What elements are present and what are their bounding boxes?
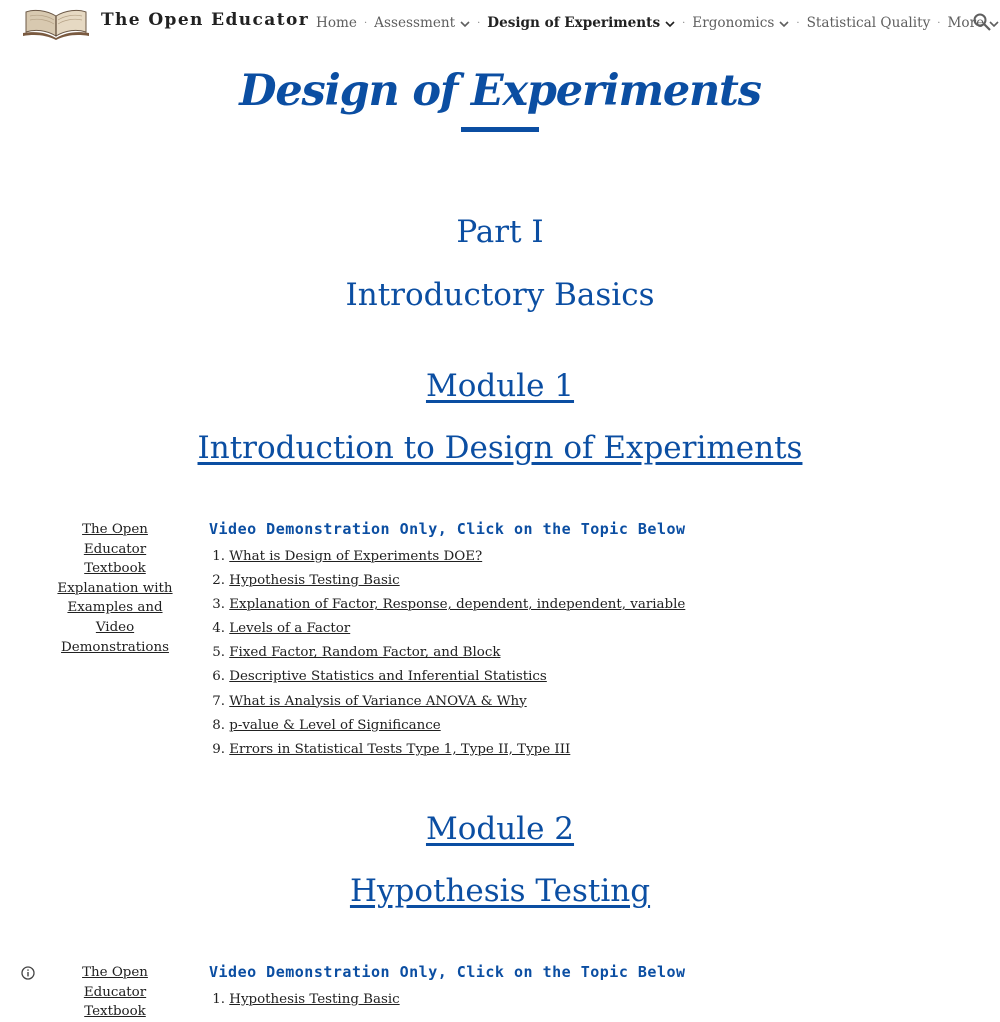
- module-2-title-link[interactable]: Hypothesis Testing: [349, 873, 651, 909]
- module-2-label-link[interactable]: Module 2: [425, 811, 575, 847]
- topic-link[interactable]: What is Analysis of Variance ANOVA & Why: [229, 693, 527, 709]
- nav-item-label: Ergonomics: [692, 15, 775, 31]
- info-icon[interactable]: [21, 966, 35, 980]
- list-item: 6. Descriptive Statistics and Inferential Statistics: [212, 669, 547, 685]
- open-book-icon[interactable]: [22, 4, 90, 40]
- part-title: Introductory Basics: [345, 277, 655, 313]
- top-nav: [316, 12, 985, 34]
- topic-link[interactable]: Fixed Factor, Random Factor, and Block: [229, 645, 501, 661]
- topic-link[interactable]: Descriptive Statistics and Inferential Statistics: [229, 669, 547, 685]
- list-item: 4. Levels of a Factor: [212, 621, 351, 637]
- nav-item-label: Home: [316, 15, 357, 31]
- list-item: 9. Errors in Statistical Tests Type 1, Type II, Type III: [212, 741, 571, 757]
- topic-link[interactable]: Hypothesis Testing Basic: [229, 992, 400, 1007]
- list-item: 2. Hypothesis Testing Basic: [212, 573, 400, 589]
- nav-item-label: More: [947, 15, 985, 31]
- list-item: 7. What is Analysis of Variance ANOVA & Why: [212, 693, 527, 709]
- nav-item-home[interactable]: [316, 15, 357, 31]
- nav-separator: ·: [796, 17, 800, 29]
- topic-link[interactable]: Explanation of Factor, Response, dependent, independent, variable: [229, 597, 686, 613]
- topic-link[interactable]: Levels of a Factor: [229, 621, 351, 637]
- textbook-link[interactable]: The Open Educator Textbook: [82, 965, 148, 1020]
- topic-link[interactable]: What is Design of Experiments DOE?: [229, 549, 483, 564]
- title-underline: [461, 127, 539, 132]
- nav-item-statistical-quality[interactable]: [807, 15, 931, 31]
- nav-separator: ·: [682, 17, 686, 29]
- part-label: Part I: [456, 214, 544, 250]
- list-item: 1. Hypothesis Testing Basic: [212, 992, 400, 1007]
- nav-item-label: Design of Experiments: [487, 15, 661, 31]
- topic-link[interactable]: p-value & Level of Significance: [229, 717, 441, 733]
- nav-item-assessment[interactable]: [374, 15, 470, 31]
- site-header: [0, 0, 1000, 44]
- chevron-down-icon: [779, 19, 789, 29]
- list-item: 1. What is Design of Experiments DOE?: [212, 549, 483, 564]
- site-title[interactable]: The Open Educator: [101, 10, 310, 30]
- nav-item-ergonomics[interactable]: [692, 15, 789, 31]
- module-1-title-link[interactable]: Introduction to Design of Experiments: [197, 430, 803, 466]
- topic-list: [209, 545, 685, 762]
- module-1-label-link[interactable]: Module 1: [425, 368, 575, 404]
- page-title: Design of Experiments: [239, 66, 761, 116]
- topic-link[interactable]: Errors in Statistical Tests Type 1, Type II, Type III: [229, 741, 571, 757]
- list-item: 5. Fixed Factor, Random Factor, and Block: [212, 645, 501, 661]
- list-item: 3. Explanation of Factor, Response, dependent, independent, variable: [212, 597, 686, 613]
- topic-list: [209, 988, 400, 1012]
- nav-separator: ·: [477, 17, 481, 29]
- video-demo-heading: Video Demonstration Only, Click on the Topic Below: [209, 520, 686, 538]
- search-icon[interactable]: [972, 12, 992, 32]
- chevron-down-icon: [460, 19, 470, 29]
- textbook-link[interactable]: The Open Educator Textbook Explanation with Examples and Video Demonstrations: [57, 522, 173, 655]
- nav-item-label: Statistical Quality: [806, 15, 931, 31]
- nav-separator: ·: [937, 17, 941, 29]
- chevron-down-icon: [665, 19, 675, 29]
- nav-separator: ·: [363, 17, 368, 29]
- topic-link[interactable]: Hypothesis Testing Basic: [229, 573, 400, 589]
- nav-item-design-of-experiments[interactable]: [487, 15, 675, 31]
- list-item: 8. p-value & Level of Significance: [212, 717, 441, 733]
- nav-item-label: Assessment: [374, 15, 456, 31]
- video-demo-heading: Video Demonstration Only, Click on the Topic Below: [209, 963, 686, 981]
